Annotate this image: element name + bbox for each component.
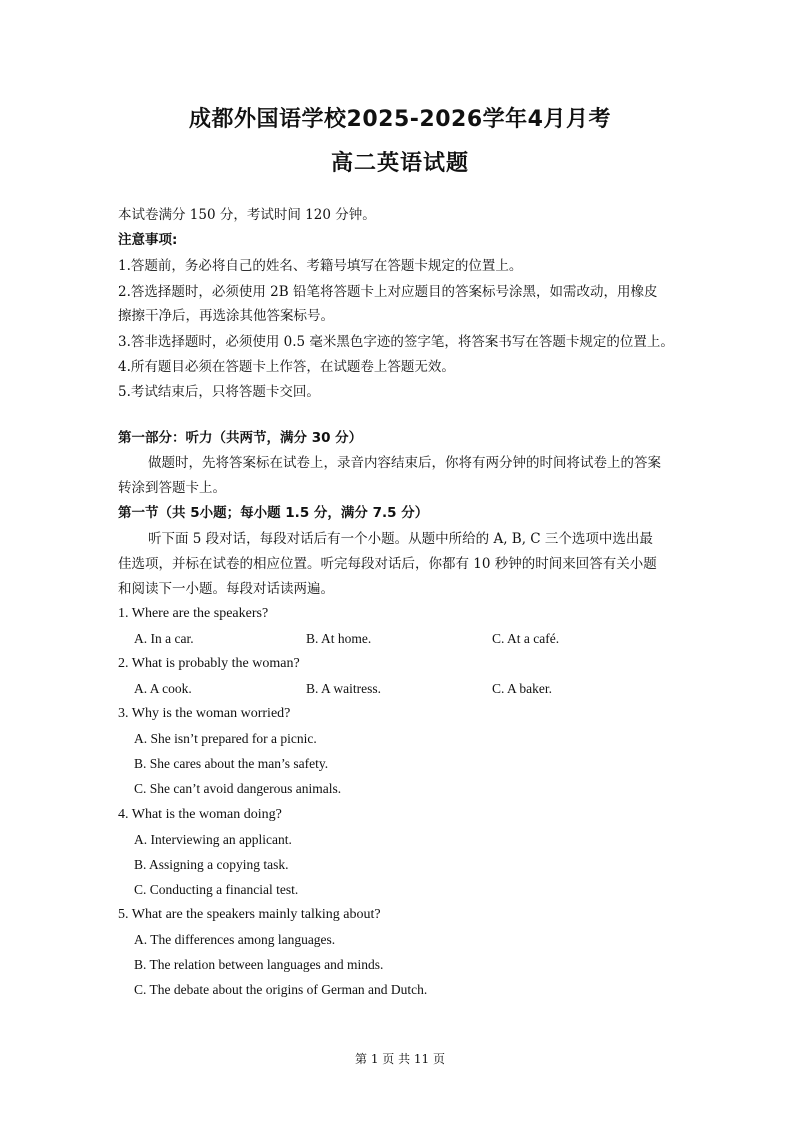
section1-desc: 和阅读下一小题。每段对话读两遍。 [118,581,334,597]
part1-desc: 转涂到答题卡上。 [118,480,226,496]
exam-title: 成都外国语学校2025-2026学年4月月考 [189,107,611,132]
option-2a: A. A cook. [134,681,192,696]
intro-text: 本试卷满分 150 分，考试时间 120 分钟。 [118,207,376,223]
option-2c: C. A baker. [492,681,552,696]
notice-item: 3.答非选择题时，必须使用 0.5 毫米黑色字迹的签字笔，将答案书写在答题卡规定的位置上。 [118,334,674,350]
question-1: 1. Where are the speakers? [118,606,269,621]
section1-desc: 听下面 5 段对话，每段对话后有一个小题。从题中所给的 A, B, C 三个选项中选出最 [148,531,653,547]
notice-item: 5.考试结束后，只将答题卡交回。 [118,384,320,400]
notice-item: 1.答题前，务必将自己的姓名、考籍号填写在答题卡规定的位置上。 [118,258,523,274]
exam-subtitle: 高二英语试题 [330,151,469,176]
question-4: 4. What is the woman doing? [118,807,282,822]
section1-desc: 佳选项，并标在试卷的相应位置。听完每段对话后，你都有 10 秒钟的时间来回答有关小题 [118,556,657,572]
option-4b: B. Assigning a copying task. [134,857,289,872]
option-5c: C. The debate about the origins of German and Dutch. [134,982,428,997]
option-1b: B. At home. [306,631,372,646]
option-3b: B. She cares about the man’s safety. [134,756,329,771]
option-3c: C. She can’t avoid dangerous animals. [134,781,342,796]
option-4a: A. Interviewing an applicant. [134,832,292,847]
notice-item: 2.答选择题时，必须使用 2B 铅笔将答题卡上对应题目的答案标号涂黑，如需改动，用橡皮 [118,284,658,300]
question-5: 5. What are the speakers mainly talking about? [118,907,381,922]
part1-desc: 做题时，先将答案标在试卷上，录音内容结束后，你将有两分钟的时间将试卷上的答案 [148,455,661,471]
option-3a: A. She isn’t prepared for a picnic. [134,731,317,746]
notice-item: 4.所有题目必须在答题卡上作答，在试题卷上答题无效。 [118,359,455,375]
page-footer: 第 1 页 共 11 页 [355,1052,445,1066]
notice-heading: 注意事项: [118,232,178,248]
option-1a: A. In a car. [134,631,194,646]
notice-item: 擦擦干净后，再选涂其他答案标号。 [118,308,334,324]
part1-heading: 第一部分：听力（共两节，满分 30 分） [118,430,363,446]
option-2b: B. A waitress. [306,681,382,696]
option-5a: A. The differences among languages. [134,932,336,947]
section1-heading: 第一节（共 5小题；每小题 1.5 分，满分 7.5 分） [118,505,429,521]
question-2: 2. What is probably the woman? [118,656,300,671]
option-5b: B. The relation between languages and minds. [134,957,384,972]
option-1c: C. At a café. [492,631,560,646]
question-3: 3. Why is the woman worried? [118,706,291,721]
option-4c: C. Conducting a financial test. [134,882,299,897]
